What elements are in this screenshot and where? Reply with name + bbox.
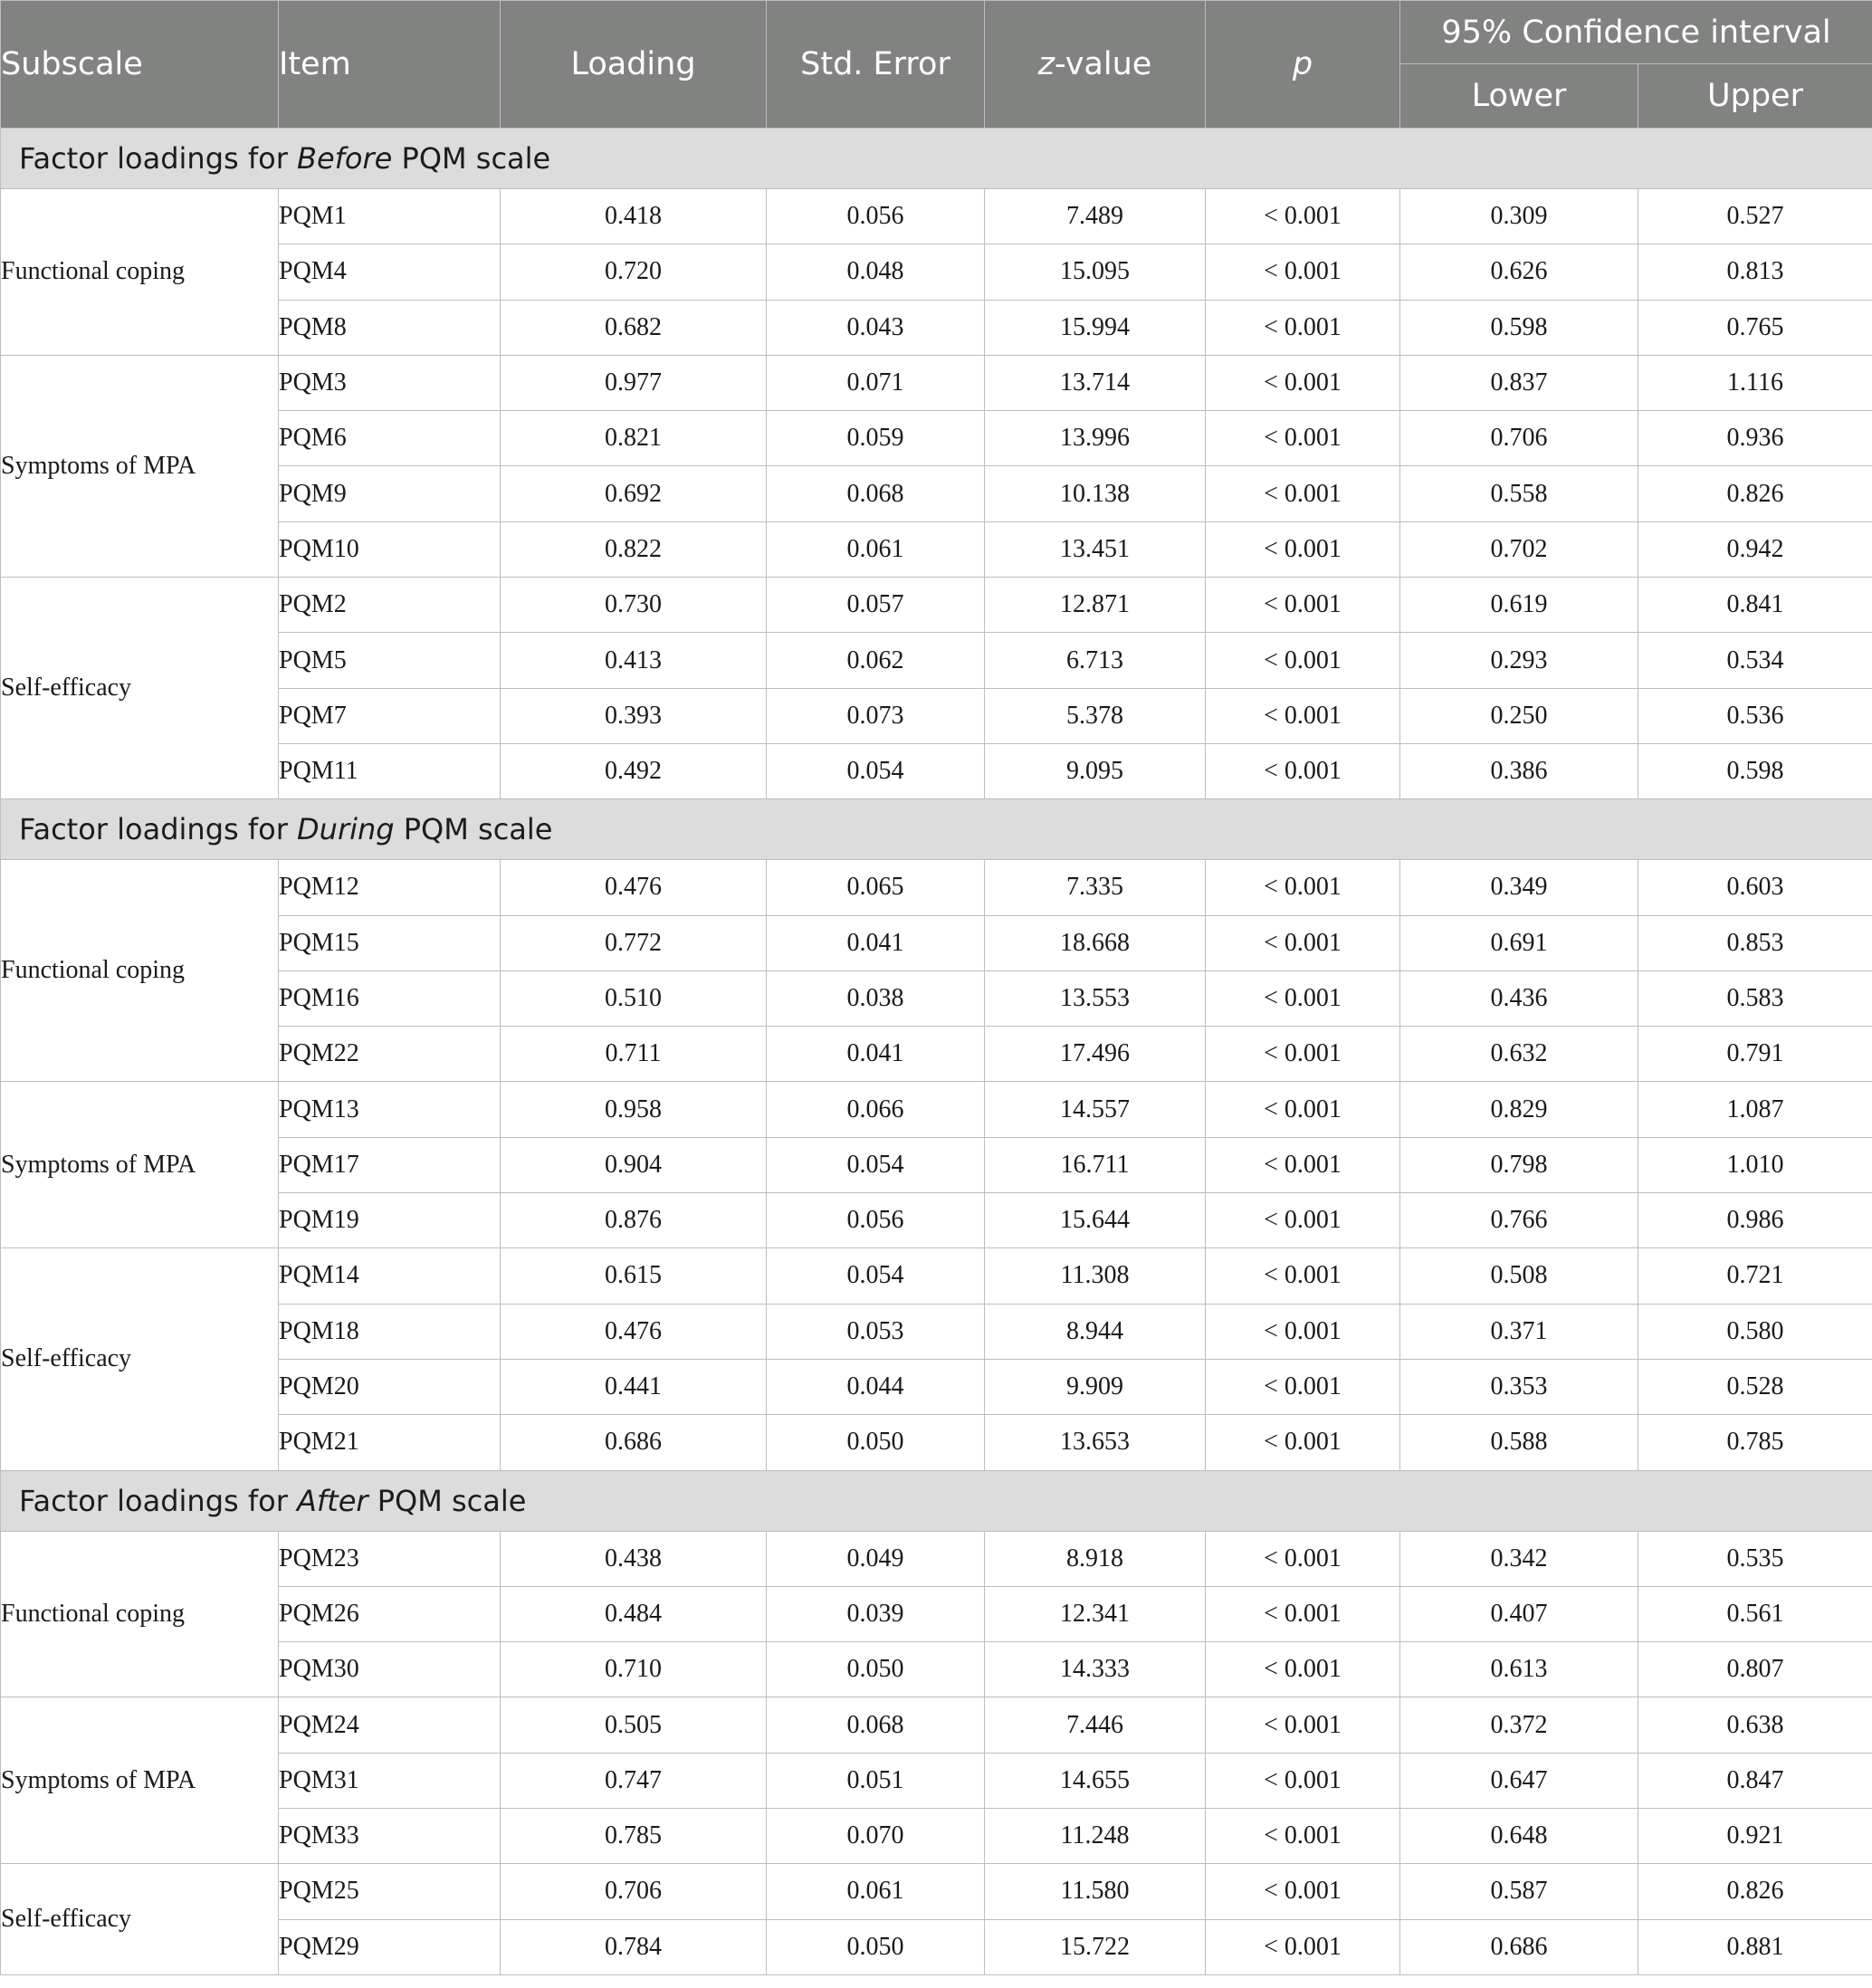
z-value-cell: 16.711: [985, 1137, 1206, 1192]
z-value-cell: 11.248: [985, 1809, 1206, 1864]
ci-lower-cell: 0.706: [1400, 411, 1638, 466]
std-error-cell: 0.065: [767, 860, 985, 915]
loading-cell: 0.413: [501, 633, 767, 688]
std-error-cell: 0.054: [767, 1248, 985, 1304]
std-error-cell: 0.068: [767, 1697, 985, 1753]
ci-lower-cell: 0.349: [1400, 860, 1638, 915]
ci-lower-cell: 0.837: [1400, 355, 1638, 410]
std-error-cell: 0.050: [767, 1642, 985, 1697]
z-value-cell: 10.138: [985, 466, 1206, 521]
z-value-cell: 7.446: [985, 1697, 1206, 1753]
z-value-cell: 11.580: [985, 1864, 1206, 1919]
p-value-cell: < 0.001: [1206, 466, 1400, 521]
header-subscale: Subscale: [1, 1, 279, 129]
loading-cell: 0.686: [501, 1415, 767, 1470]
table-row: [1, 466, 1872, 521]
p-value-cell: < 0.001: [1206, 688, 1400, 743]
item-cell: PQM30: [279, 1642, 501, 1697]
subscale-cell: Self-efficacy: [1, 1864, 279, 1975]
ci-lower-cell: 0.386: [1400, 743, 1638, 798]
header-z-rest: -value: [1055, 46, 1152, 82]
loading-cell: 0.438: [501, 1531, 767, 1586]
ci-lower-cell: 0.647: [1400, 1753, 1638, 1808]
header-confidence-interval: 95% Confidence interval: [1400, 1, 1872, 64]
ci-upper-cell: 0.826: [1638, 466, 1872, 521]
item-cell: PQM25: [279, 1864, 501, 1919]
std-error-cell: 0.051: [767, 1753, 985, 1808]
ci-lower-cell: 0.613: [1400, 1642, 1638, 1697]
loading-cell: 0.492: [501, 743, 767, 798]
table-row: [1, 1415, 1872, 1470]
z-value-cell: 7.489: [985, 189, 1206, 244]
z-value-cell: 12.341: [985, 1586, 1206, 1641]
item-cell: PQM20: [279, 1359, 501, 1414]
subscale-cell: Symptoms of MPA: [1, 355, 279, 577]
ci-upper-cell: 0.841: [1638, 578, 1872, 633]
table-row: [1, 1248, 1872, 1304]
p-value-cell: < 0.001: [1206, 521, 1400, 577]
ci-lower-cell: 0.702: [1400, 521, 1638, 577]
item-cell: PQM7: [279, 688, 501, 743]
item-cell: PQM6: [279, 411, 501, 466]
subscale-cell: Functional coping: [1, 860, 279, 1082]
p-value-cell: < 0.001: [1206, 1359, 1400, 1414]
loading-cell: 0.615: [501, 1248, 767, 1304]
std-error-cell: 0.061: [767, 521, 985, 577]
subscale-cell: Symptoms of MPA: [1, 1082, 279, 1248]
p-value-cell: < 0.001: [1206, 1531, 1400, 1586]
loading-cell: 0.747: [501, 1753, 767, 1808]
section-header-row: [1, 129, 1872, 189]
z-value-cell: 7.335: [985, 860, 1206, 915]
ci-upper-cell: 0.807: [1638, 1642, 1872, 1697]
z-value-cell: 8.918: [985, 1531, 1206, 1586]
ci-lower-cell: 0.648: [1400, 1809, 1638, 1864]
table-row: [1, 300, 1872, 355]
ci-lower-cell: 0.632: [1400, 1027, 1638, 1082]
header-loading: Loading: [501, 1, 767, 129]
std-error-cell: 0.057: [767, 578, 985, 633]
header-item: Item: [279, 1, 501, 129]
p-value-cell: < 0.001: [1206, 1809, 1400, 1864]
p-value-cell: < 0.001: [1206, 1027, 1400, 1082]
ci-upper-cell: 0.826: [1638, 1864, 1872, 1919]
ci-upper-cell: 0.528: [1638, 1359, 1872, 1414]
section-title-prefix: Factor loadings for: [19, 812, 298, 847]
z-value-cell: 5.378: [985, 688, 1206, 743]
z-value-cell: 13.451: [985, 521, 1206, 577]
ci-lower-cell: 0.353: [1400, 1359, 1638, 1414]
ci-upper-cell: 0.527: [1638, 189, 1872, 244]
item-cell: PQM14: [279, 1248, 501, 1304]
header-z-value: [985, 1, 1206, 129]
loading-cell: 0.505: [501, 1697, 767, 1753]
std-error-cell: 0.048: [767, 244, 985, 300]
loading-cell: 0.821: [501, 411, 767, 466]
loading-cell: 0.393: [501, 688, 767, 743]
std-error-cell: 0.053: [767, 1304, 985, 1359]
p-value-cell: < 0.001: [1206, 578, 1400, 633]
p-value-cell: < 0.001: [1206, 1415, 1400, 1470]
table-row: [1, 1193, 1872, 1248]
p-value-cell: < 0.001: [1206, 411, 1400, 466]
ci-lower-cell: 0.372: [1400, 1697, 1638, 1753]
z-value-cell: 15.644: [985, 1193, 1206, 1248]
section-title-phase: During: [297, 812, 395, 847]
ci-lower-cell: 0.587: [1400, 1864, 1638, 1919]
std-error-cell: 0.041: [767, 915, 985, 970]
z-value-cell: 9.095: [985, 743, 1206, 798]
table-row: [1, 1082, 1872, 1137]
p-value-cell: < 0.001: [1206, 1919, 1400, 1974]
p-value-cell: < 0.001: [1206, 300, 1400, 355]
table-row: [1, 1137, 1872, 1192]
loading-cell: 0.484: [501, 1586, 767, 1641]
ci-upper-cell: 0.853: [1638, 915, 1872, 970]
ci-lower-cell: 0.342: [1400, 1531, 1638, 1586]
ci-upper-cell: 0.847: [1638, 1753, 1872, 1808]
ci-upper-cell: 1.087: [1638, 1082, 1872, 1137]
header-std-error: Std. Error: [767, 1, 985, 129]
ci-lower-cell: 0.558: [1400, 466, 1638, 521]
p-value-cell: < 0.001: [1206, 860, 1400, 915]
z-value-cell: 15.994: [985, 300, 1206, 355]
loading-cell: 0.785: [501, 1809, 767, 1864]
ci-upper-cell: 0.813: [1638, 244, 1872, 300]
z-value-cell: 13.996: [985, 411, 1206, 466]
loading-cell: 0.958: [501, 1082, 767, 1137]
ci-upper-cell: 0.791: [1638, 1027, 1872, 1082]
item-cell: PQM17: [279, 1137, 501, 1192]
table-row: [1, 1809, 1872, 1864]
table-row: [1, 1304, 1872, 1359]
table-row: [1, 578, 1872, 633]
std-error-cell: 0.056: [767, 189, 985, 244]
std-error-cell: 0.050: [767, 1415, 985, 1470]
z-value-cell: 15.095: [985, 244, 1206, 300]
p-value-cell: < 0.001: [1206, 1082, 1400, 1137]
subscale-cell: Self-efficacy: [1, 578, 279, 799]
ci-upper-cell: 0.986: [1638, 1193, 1872, 1248]
item-cell: PQM4: [279, 244, 501, 300]
loading-cell: 0.772: [501, 915, 767, 970]
item-cell: PQM24: [279, 1697, 501, 1753]
loading-cell: 0.711: [501, 1027, 767, 1082]
loading-cell: 0.476: [501, 860, 767, 915]
table-row: [1, 244, 1872, 300]
section-title: [1, 129, 1872, 189]
item-cell: PQM26: [279, 1586, 501, 1641]
ci-lower-cell: 0.309: [1400, 189, 1638, 244]
table-row: [1, 915, 1872, 970]
section-title-suffix: PQM scale: [394, 812, 553, 847]
ci-upper-cell: 0.583: [1638, 970, 1872, 1026]
ci-upper-cell: 0.765: [1638, 300, 1872, 355]
ci-lower-cell: 0.293: [1400, 633, 1638, 688]
loading-cell: 0.730: [501, 578, 767, 633]
table-row: [1, 1864, 1872, 1919]
subscale-cell: Functional coping: [1, 1531, 279, 1697]
item-cell: PQM18: [279, 1304, 501, 1359]
item-cell: PQM3: [279, 355, 501, 410]
ci-upper-cell: 0.580: [1638, 1304, 1872, 1359]
item-cell: PQM19: [279, 1193, 501, 1248]
std-error-cell: 0.044: [767, 1359, 985, 1414]
p-value-cell: < 0.001: [1206, 244, 1400, 300]
z-value-cell: 9.909: [985, 1359, 1206, 1414]
ci-upper-cell: 0.534: [1638, 633, 1872, 688]
ci-upper-cell: 0.881: [1638, 1919, 1872, 1974]
std-error-cell: 0.059: [767, 411, 985, 466]
ci-upper-cell: 0.942: [1638, 521, 1872, 577]
z-value-cell: 13.553: [985, 970, 1206, 1026]
p-value-cell: < 0.001: [1206, 189, 1400, 244]
loading-cell: 0.441: [501, 1359, 767, 1414]
std-error-cell: 0.061: [767, 1864, 985, 1919]
z-value-cell: 12.871: [985, 578, 1206, 633]
loading-cell: 0.784: [501, 1919, 767, 1974]
z-value-cell: 17.496: [985, 1027, 1206, 1082]
item-cell: PQM8: [279, 300, 501, 355]
ci-upper-cell: 0.598: [1638, 743, 1872, 798]
item-cell: PQM29: [279, 1919, 501, 1974]
item-cell: PQM9: [279, 466, 501, 521]
item-cell: PQM21: [279, 1415, 501, 1470]
header-p: p: [1206, 1, 1400, 129]
item-cell: PQM5: [279, 633, 501, 688]
ci-lower-cell: 0.686: [1400, 1919, 1638, 1974]
item-cell: PQM10: [279, 521, 501, 577]
std-error-cell: 0.049: [767, 1531, 985, 1586]
item-cell: PQM33: [279, 1809, 501, 1864]
std-error-cell: 0.068: [767, 466, 985, 521]
loading-cell: 0.476: [501, 1304, 767, 1359]
ci-upper-cell: 1.010: [1638, 1137, 1872, 1192]
p-value-cell: < 0.001: [1206, 970, 1400, 1026]
ci-lower-cell: 0.588: [1400, 1415, 1638, 1470]
ci-upper-cell: 0.536: [1638, 688, 1872, 743]
ci-upper-cell: 0.721: [1638, 1248, 1872, 1304]
std-error-cell: 0.062: [767, 633, 985, 688]
p-value-cell: < 0.001: [1206, 1193, 1400, 1248]
item-cell: PQM31: [279, 1753, 501, 1808]
section-title: [1, 1470, 1872, 1531]
loading-cell: 0.510: [501, 970, 767, 1026]
z-value-cell: 13.714: [985, 355, 1206, 410]
table-row: [1, 1027, 1872, 1082]
ci-lower-cell: 0.626: [1400, 244, 1638, 300]
ci-upper-cell: 1.116: [1638, 355, 1872, 410]
table-row: [1, 521, 1872, 577]
p-value-cell: < 0.001: [1206, 1864, 1400, 1919]
ci-lower-cell: 0.250: [1400, 688, 1638, 743]
table-row: [1, 1359, 1872, 1414]
item-cell: PQM12: [279, 860, 501, 915]
z-value-cell: 14.333: [985, 1642, 1206, 1697]
section-title-phase: Before: [297, 141, 393, 176]
p-value-cell: < 0.001: [1206, 743, 1400, 798]
ci-lower-cell: 0.371: [1400, 1304, 1638, 1359]
std-error-cell: 0.073: [767, 688, 985, 743]
table-body: [1, 129, 1872, 1975]
std-error-cell: 0.050: [767, 1919, 985, 1974]
item-cell: PQM15: [279, 915, 501, 970]
std-error-cell: 0.071: [767, 355, 985, 410]
loading-cell: 0.822: [501, 521, 767, 577]
ci-lower-cell: 0.508: [1400, 1248, 1638, 1304]
ci-upper-cell: 0.603: [1638, 860, 1872, 915]
std-error-cell: 0.056: [767, 1193, 985, 1248]
table-header: [1, 1, 1872, 129]
p-value-cell: < 0.001: [1206, 1642, 1400, 1697]
table-row: [1, 860, 1872, 915]
ci-lower-cell: 0.798: [1400, 1137, 1638, 1192]
loading-cell: 0.876: [501, 1193, 767, 1248]
loading-cell: 0.682: [501, 300, 767, 355]
std-error-cell: 0.066: [767, 1082, 985, 1137]
z-value-cell: 13.653: [985, 1415, 1206, 1470]
std-error-cell: 0.043: [767, 300, 985, 355]
ci-lower-cell: 0.829: [1400, 1082, 1638, 1137]
table-row: [1, 189, 1872, 244]
loading-cell: 0.720: [501, 244, 767, 300]
table-row: [1, 1919, 1872, 1974]
loading-cell: 0.710: [501, 1642, 767, 1697]
ci-upper-cell: 0.785: [1638, 1415, 1872, 1470]
std-error-cell: 0.041: [767, 1027, 985, 1082]
item-cell: PQM2: [279, 578, 501, 633]
item-cell: PQM16: [279, 970, 501, 1026]
table-row: [1, 1697, 1872, 1753]
section-title-phase: After: [297, 1483, 368, 1518]
ci-lower-cell: 0.598: [1400, 300, 1638, 355]
ci-lower-cell: 0.691: [1400, 915, 1638, 970]
p-value-cell: < 0.001: [1206, 1586, 1400, 1641]
section-title-prefix: Factor loadings for: [19, 141, 298, 176]
ci-lower-cell: 0.407: [1400, 1586, 1638, 1641]
p-value-cell: < 0.001: [1206, 355, 1400, 410]
item-cell: PQM22: [279, 1027, 501, 1082]
ci-lower-cell: 0.436: [1400, 970, 1638, 1026]
ci-upper-cell: 0.561: [1638, 1586, 1872, 1641]
z-value-cell: 14.655: [985, 1753, 1206, 1808]
subscale-cell: Self-efficacy: [1, 1248, 279, 1470]
item-cell: PQM1: [279, 189, 501, 244]
loading-cell: 0.418: [501, 189, 767, 244]
section-header-row: [1, 799, 1872, 860]
table-row: [1, 1753, 1872, 1808]
ci-upper-cell: 0.921: [1638, 1809, 1872, 1864]
item-cell: PQM23: [279, 1531, 501, 1586]
section-title-suffix: PQM scale: [368, 1483, 527, 1518]
table-row: [1, 411, 1872, 466]
ci-lower-cell: 0.766: [1400, 1193, 1638, 1248]
table-row: [1, 743, 1872, 798]
z-value-cell: 14.557: [985, 1082, 1206, 1137]
p-value-cell: < 0.001: [1206, 1753, 1400, 1808]
p-value-cell: < 0.001: [1206, 1137, 1400, 1192]
table-row: [1, 633, 1872, 688]
table-row: [1, 1642, 1872, 1697]
p-value-cell: < 0.001: [1206, 915, 1400, 970]
section-title: [1, 799, 1872, 860]
section-title-prefix: Factor loadings for: [19, 1483, 298, 1518]
z-value-cell: 6.713: [985, 633, 1206, 688]
z-value-cell: 18.668: [985, 915, 1206, 970]
section-header-row: [1, 1470, 1872, 1531]
header-upper: Upper: [1638, 64, 1872, 129]
table-row: [1, 1531, 1872, 1586]
ci-upper-cell: 0.535: [1638, 1531, 1872, 1586]
table-row: [1, 1586, 1872, 1641]
subscale-cell: Symptoms of MPA: [1, 1697, 279, 1864]
table-row: [1, 688, 1872, 743]
table-row: [1, 355, 1872, 410]
p-value-cell: < 0.001: [1206, 633, 1400, 688]
table-row: [1, 970, 1872, 1026]
ci-upper-cell: 0.638: [1638, 1697, 1872, 1753]
z-value-cell: 8.944: [985, 1304, 1206, 1359]
item-cell: PQM11: [279, 743, 501, 798]
loading-cell: 0.977: [501, 355, 767, 410]
p-value-cell: < 0.001: [1206, 1248, 1400, 1304]
p-value-cell: < 0.001: [1206, 1304, 1400, 1359]
ci-lower-cell: 0.619: [1400, 578, 1638, 633]
subscale-cell: Functional coping: [1, 189, 279, 356]
ci-upper-cell: 0.936: [1638, 411, 1872, 466]
header-lower: Lower: [1400, 64, 1638, 129]
std-error-cell: 0.039: [767, 1586, 985, 1641]
std-error-cell: 0.038: [767, 970, 985, 1026]
loading-cell: 0.706: [501, 1864, 767, 1919]
z-value-cell: 15.722: [985, 1919, 1206, 1974]
item-cell: PQM13: [279, 1082, 501, 1137]
std-error-cell: 0.070: [767, 1809, 985, 1864]
loading-cell: 0.904: [501, 1137, 767, 1192]
z-value-cell: 11.308: [985, 1248, 1206, 1304]
header-z-italic: z: [1037, 46, 1055, 82]
section-title-suffix: PQM scale: [392, 141, 551, 176]
std-error-cell: 0.054: [767, 743, 985, 798]
loading-cell: 0.692: [501, 466, 767, 521]
std-error-cell: 0.054: [767, 1137, 985, 1192]
p-value-cell: < 0.001: [1206, 1697, 1400, 1753]
